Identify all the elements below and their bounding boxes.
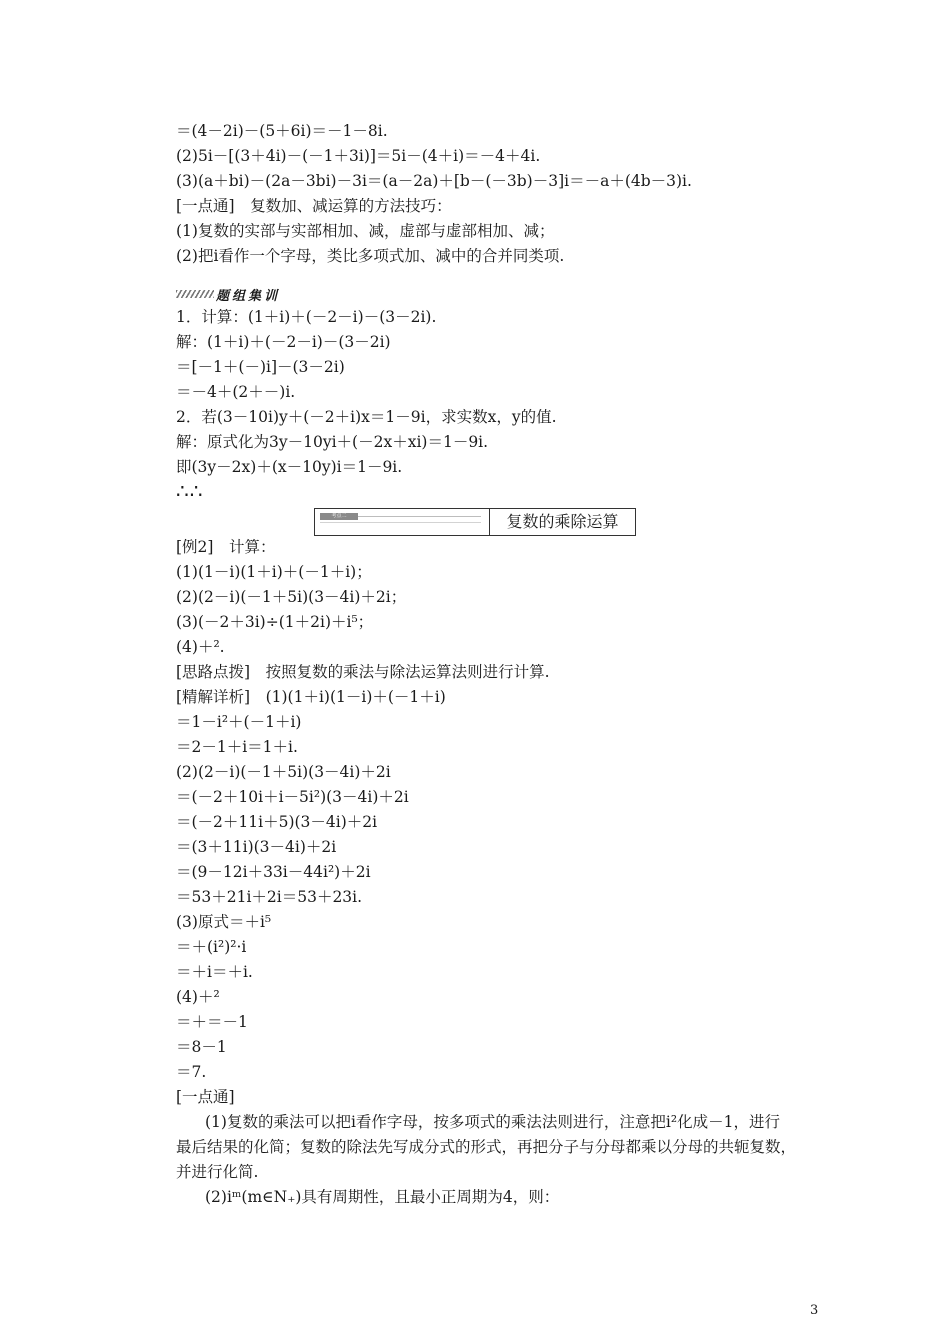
tip-heading: [一点通] xyxy=(176,1088,235,1106)
banner-tag: 考点二 xyxy=(320,513,358,520)
example-line: (1)(1－i)(1＋i)＋(－1＋i)； xyxy=(176,563,372,581)
tip-line: (2)把i看作一个字母，类比多项式加、减中的合并同类项. xyxy=(176,247,565,265)
solution-line: ＝(－2＋11i＋5)(3－4i)＋2i xyxy=(176,813,378,831)
solution-line: (2)5i－[(3＋4i)－(－1＋3i)]＝5i－(4＋i)＝－4＋4i. xyxy=(176,147,541,165)
solution-line: ＝1－i²＋(－1＋i) xyxy=(176,713,302,731)
exercise-line: 解：原式化为3y－10yi＋(－2x＋xi)＝1－9i. xyxy=(176,433,489,451)
therefore-symbol: ∴∴ xyxy=(176,479,204,503)
exercise-line: 即(3y－2x)＋(x－10y)i＝1－9i. xyxy=(176,458,403,476)
exercise-line: ＝－4＋(2＋－)i. xyxy=(176,383,296,401)
solution-line: (2)(2－i)(－1＋5i)(3－4i)＋2i xyxy=(176,763,391,781)
solution-line: ＝＋(i²)²·i xyxy=(176,938,247,956)
solution-line: ＝53＋21i＋2i＝53＋23i. xyxy=(176,888,363,906)
banner-title: 复数的乘除运算 xyxy=(506,512,619,531)
example-line: (3)(－2＋3i)÷(1＋2i)＋i⁵； xyxy=(176,613,374,631)
solution-line: ＝＋i＝＋i. xyxy=(176,963,253,981)
solution-line: ＝(3＋11i)(3－4i)＋2i xyxy=(176,838,337,856)
banner-rule xyxy=(320,522,481,523)
stripes-decoration xyxy=(176,290,214,298)
solution-line: (3)(a＋bi)－(2a－3bi)－3i＝(a－2a)＋[b－(－3b)－3]i＝－a＋(4b－3)i. xyxy=(176,172,692,190)
topic-banner xyxy=(314,508,636,536)
tip-line: (1)复数的实部与实部相加、减，虚部与虚部相加、减； xyxy=(176,222,555,240)
solution-line: (4)＋² xyxy=(176,988,220,1006)
exercise-line: 解：(1＋i)＋(－2－i)－(3－2i) xyxy=(176,333,391,351)
tip-paragraph-line: (1)复数的乘法可以把i看作字母，按多项式的乘法法则进行，注意把i²化成－1，进行 xyxy=(205,1113,780,1131)
example-heading: [例2] 计算： xyxy=(176,538,276,556)
solution-line: ＝7. xyxy=(176,1063,207,1081)
exercise-question: 1．计算：(1＋i)＋(－2－i)－(3－2i). xyxy=(176,308,437,326)
tip-paragraph-line: 并进行化简. xyxy=(176,1163,259,1181)
solution-line: ＝(－2＋10i＋i－5i²)(3－4i)＋2i xyxy=(176,788,409,806)
solution-line: ＝8－1 xyxy=(176,1038,227,1056)
solution-heading: [精解详析] (1)(1＋i)(1－i)＋(－1＋i) xyxy=(176,688,446,706)
example-line: (4)＋². xyxy=(176,638,225,656)
page-number: 3 xyxy=(810,1303,819,1318)
section-heading-label: 题组集训 xyxy=(216,288,281,304)
tip-paragraph-line: 最后结果的化简；复数的除法先写成分式的形式，再把分子与分母都乘以分母的共轭复数， xyxy=(176,1138,797,1156)
tip-paragraph-line: (2)iᵐ(m∈N₊)具有周期性，且最小正周期为4，则： xyxy=(205,1188,560,1206)
section-heading xyxy=(176,285,280,303)
exercise-question: 2．若(3－10i)y＋(－2＋i)x＝1－9i，求实数x，y的值. xyxy=(176,408,557,426)
example-line: (2)(2－i)(－1＋5i)(3－4i)＋2i； xyxy=(176,588,407,606)
banner-rule xyxy=(358,516,481,517)
solution-line: ＝(9－12i＋33i－44i²)＋2i xyxy=(176,863,371,881)
solution-line: (3)原式＝＋i⁵ xyxy=(176,913,272,931)
tip-heading: [一点通] 复数加、减运算的方法技巧： xyxy=(176,197,452,215)
solution-line: ＝＋＝－1 xyxy=(176,1013,248,1031)
hint-line: [思路点拨] 按照复数的乘法与除法运算法则进行计算. xyxy=(176,663,550,681)
solution-line: ＝2－1＋i＝1＋i. xyxy=(176,738,298,756)
banner-tag-area xyxy=(315,509,490,535)
solution-line: ＝(4－2i)－(5＋6i)＝－1－8i. xyxy=(176,122,388,140)
exercise-line: ＝[－1＋(－)i]－(3－2i) xyxy=(176,358,345,376)
